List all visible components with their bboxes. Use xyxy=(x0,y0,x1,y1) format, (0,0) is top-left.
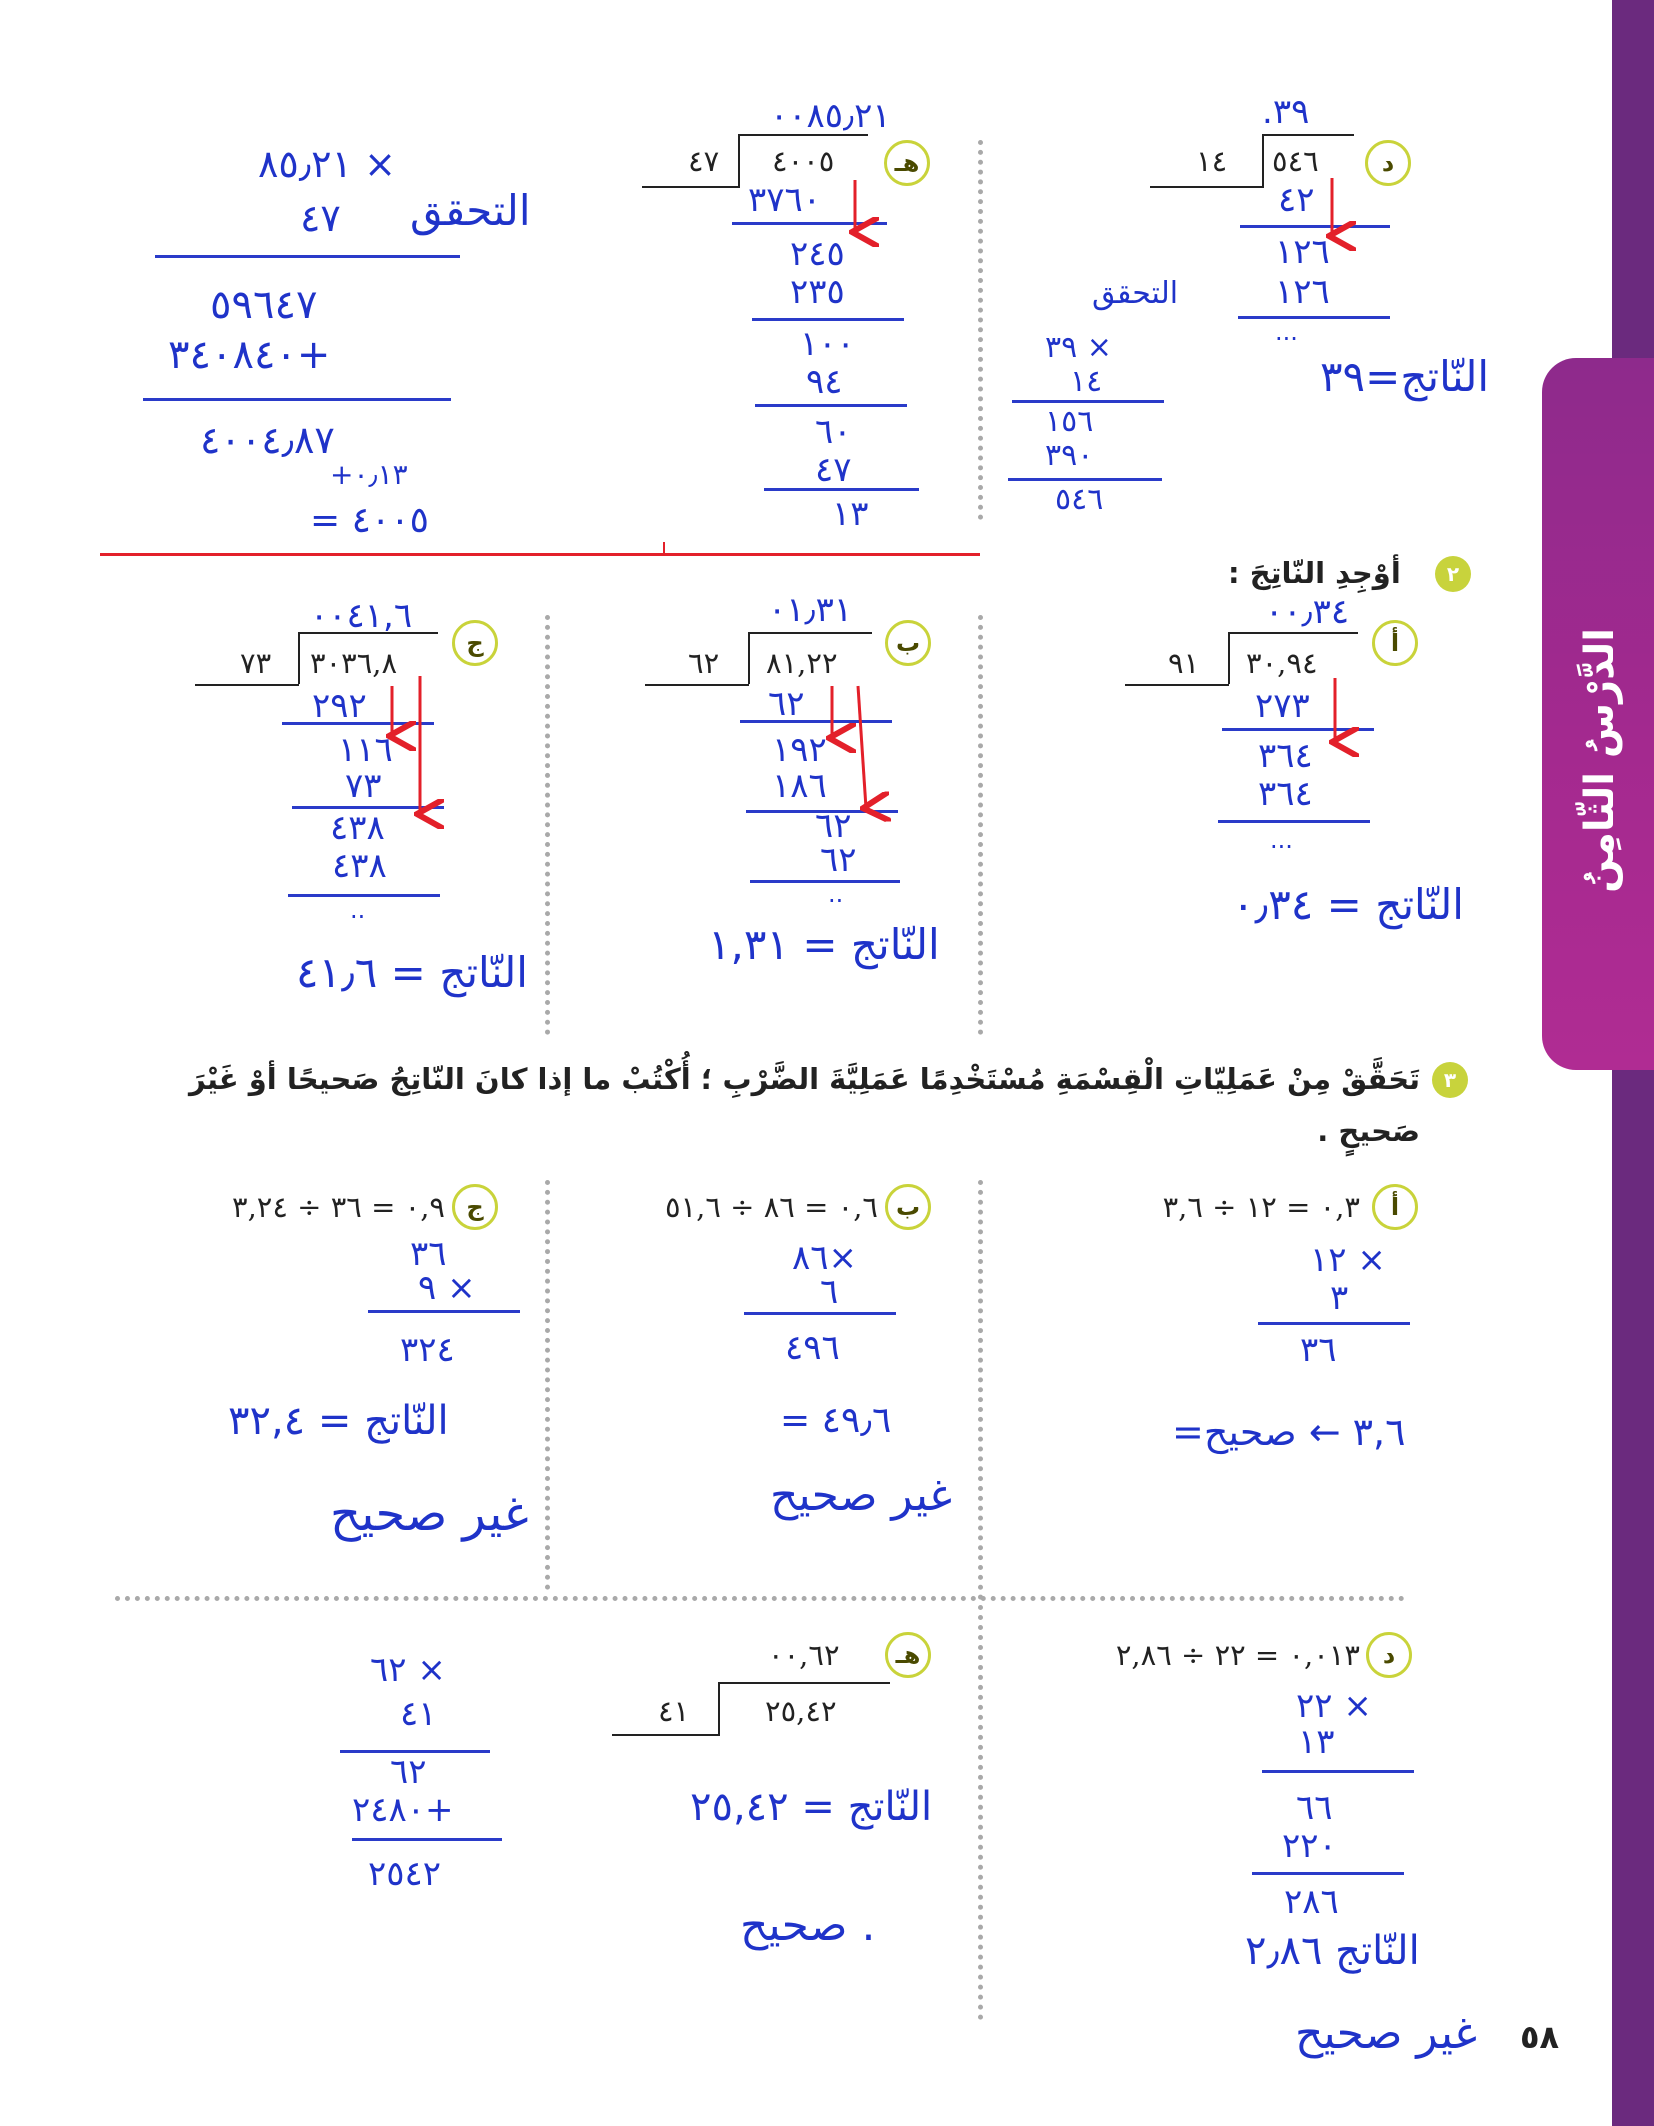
hw-step: ٢٢ × xyxy=(1296,1686,1372,1726)
hw-step: ٣٦ xyxy=(410,1234,447,1274)
hw-quotient: ٠٠٫٣٤ xyxy=(1265,592,1350,632)
hw-step: ١٩٢ xyxy=(772,730,827,770)
hw-check: ٤١ xyxy=(400,1694,437,1734)
part-badge-b: ب xyxy=(885,1184,931,1230)
hw-step: .. xyxy=(350,896,366,924)
part-badge-d: د xyxy=(1366,1632,1412,1678)
hw-step: ٦٠ xyxy=(815,412,852,452)
part-badge-h: هـ xyxy=(884,140,930,186)
divisor: ٧٣ xyxy=(240,646,272,680)
hw-check: ٣٤٠٨٤٠+ xyxy=(168,332,331,378)
hw-step: ١٣ xyxy=(1298,1722,1335,1762)
hw-result: النّاتج=٣٩ xyxy=(1320,352,1490,401)
hw-step: ١١٦ xyxy=(338,730,393,770)
hw-check: ٣٩٠ xyxy=(1045,438,1094,473)
equation: ٠,٩ = ٣٦ ÷ ٣,٢٤ xyxy=(232,1190,445,1224)
quotient: ٠٠,٦٢ xyxy=(768,1638,840,1672)
hw-result: النّاتج = ٣٢,٤ xyxy=(228,1398,449,1444)
hw-step: ٣٦٤ xyxy=(1258,736,1313,776)
hw-step: ٤٣٨ xyxy=(330,808,385,848)
page-number: ٥٨ xyxy=(1520,2018,1560,2056)
hw-result: =٣,٦ ← صحيح xyxy=(1172,1410,1406,1454)
question-number-badge: ٣ xyxy=(1432,1062,1468,1098)
hw-step: ٧٣ xyxy=(345,766,382,806)
hw-step: ٣٢٤ xyxy=(400,1330,455,1370)
divisor: ٤١ xyxy=(658,1694,690,1728)
hw-check: ١٤ xyxy=(1070,364,1103,399)
hw-check: ٤٧ xyxy=(300,196,341,240)
hw-result: النّاتج = ٠٫٣٤ xyxy=(1232,880,1464,929)
dividend: ٨١,٢٢ xyxy=(766,646,838,680)
hw-step: ٤٣٨ xyxy=(332,846,387,886)
hw-check: ٥٩٦٤٧ xyxy=(210,282,318,328)
hw-result: النّاتج = ٤١٫٦ xyxy=(296,948,528,997)
hw-result: النّاتج = ١,٣١ xyxy=(708,920,940,969)
hw-step: ٨٦× xyxy=(792,1238,858,1278)
hw-step: ... xyxy=(1270,826,1293,854)
hw-result: = ٤٩٫٦ xyxy=(780,1400,892,1441)
hw-step: ٢٩٢ xyxy=(312,686,367,726)
hw-step: ١٨٦ xyxy=(772,766,827,806)
equation: ٠,٠١٣ = ٢٢ ÷ ٢,٨٦ xyxy=(1115,1638,1360,1672)
hw-step: ٩ × xyxy=(418,1268,476,1308)
hw-check: ١٥٦ xyxy=(1045,404,1094,439)
hw-step: ... xyxy=(1275,318,1298,346)
hw-check-title: التحقق xyxy=(1092,276,1179,311)
hw-step: ٣ xyxy=(1330,1278,1349,1318)
hw-step: .. xyxy=(828,880,844,908)
hw-step: ٦٢ xyxy=(815,806,852,846)
hw-quotient: ٠١٫٣١ xyxy=(768,590,853,630)
divisor: ٤٧ xyxy=(688,144,720,178)
hw-verdict: غير صحيح xyxy=(1295,2008,1477,2059)
dividend: ٢٥,٤٢ xyxy=(765,1694,837,1728)
part-badge-b: ب xyxy=(885,620,931,666)
hw-quotient: .٣٩ xyxy=(1262,92,1310,132)
hw-step: ٢٧٣ xyxy=(1255,686,1310,726)
hw-step: ٦٦ xyxy=(1296,1788,1333,1828)
hw-step: ٢٤٥ xyxy=(790,234,845,274)
hw-verdict: غير صحيح xyxy=(330,1486,529,1542)
part-badge-a: أ xyxy=(1372,620,1418,666)
hw-check: ٢٥٤٢ xyxy=(368,1854,442,1894)
hw-step: ٢٨٦ xyxy=(1284,1882,1339,1922)
hw-verdict: غير صحيح xyxy=(770,1470,952,1521)
hw-check: ٦٢ xyxy=(390,1752,427,1792)
dividend: ٣٠,٩٤ xyxy=(1246,646,1318,680)
hw-result: النّاتج = ٢٥,٤٢ xyxy=(690,1784,933,1830)
hw-step: ٦ xyxy=(820,1272,839,1312)
hw-check: +٠٫١٣ xyxy=(330,458,408,491)
hw-check-title: التحقق xyxy=(410,186,531,235)
hw-step: ٣٧٦٠ xyxy=(748,180,822,220)
hw-quotient: ٠٠٤١,٦ xyxy=(310,596,413,636)
question-heading: أوْجِدِ النّاتِجَ : xyxy=(1228,556,1401,590)
hw-step: ١٢٦ xyxy=(1275,232,1330,272)
hw-check: ٣٩ × xyxy=(1045,330,1112,365)
question-heading-cont: صَحيحٍ . xyxy=(1317,1114,1420,1148)
hw-step: ١٣ xyxy=(832,494,869,534)
part-badge-c: ج xyxy=(452,620,498,666)
divisor: ٦٢ xyxy=(688,646,720,680)
hw-check: ٤٠٠٤٫٨٧ xyxy=(200,418,335,462)
dividend: ٥٤٦ xyxy=(1272,144,1319,178)
part-badge-d: د xyxy=(1365,140,1411,186)
hw-verdict: صحيح . xyxy=(740,1900,876,1951)
lesson-title: الدَّرْسُ الثّامِنُ xyxy=(1577,627,1623,893)
hw-check: ٥٤٦ xyxy=(1055,482,1104,517)
hw-step: ٤٧ xyxy=(815,450,852,490)
hw-step: ٩٤ xyxy=(806,362,843,402)
hw-check: = ٤٠٠٥ xyxy=(310,500,429,541)
hw-check: ٢٤٨٠+ xyxy=(352,1790,454,1830)
hw-step: ١٠٠ xyxy=(800,324,855,364)
part-badge-c: ج xyxy=(452,1184,498,1230)
hw-quotient: ٠٠٨٥٫٢١ xyxy=(770,96,891,136)
hw-step: ٤٩٦ xyxy=(785,1328,840,1368)
hw-step: ٦٢ xyxy=(768,684,805,724)
divisor: ٩١ xyxy=(1168,646,1200,680)
question-heading: تَحَقَّقْ مِنْ عَمَلِيّاتِ الْقِسْمَةِ مُسْتَخْدِمًا عَمَلِيَّةَ الضَّرْبِ ؛ أُكْتُبْ ما إذا كانَ النّاتِجُ صَحيحًا أوْ غَيْرَ xyxy=(189,1062,1420,1096)
question-number-badge: ٢ xyxy=(1435,556,1471,592)
part-badge-h: هـ xyxy=(885,1632,931,1678)
hw-step: ٢٢٠ xyxy=(1282,1826,1337,1866)
dividend: ٤٠٠٥ xyxy=(772,144,835,178)
hw-step: ٣٦ xyxy=(1300,1330,1337,1370)
equation: ٠,٣ = ١٢ ÷ ٣,٦ xyxy=(1162,1190,1360,1224)
arrow xyxy=(858,686,866,808)
hw-step: ٤٢ xyxy=(1278,180,1315,220)
dividend: ٣٠٣٦,٨ xyxy=(310,646,398,680)
hw-result: النّاتج ٢٫٨٦ xyxy=(1245,1928,1420,1974)
equation: ٠,٦ = ٨٦ ÷ ٥١,٦ xyxy=(665,1190,878,1224)
hw-check: ٨٥٫٢١ × xyxy=(258,142,396,186)
divisor: ١٤ xyxy=(1196,144,1228,178)
hw-step: ١٢٦ xyxy=(1275,272,1330,312)
hw-step: ٣٦٤ xyxy=(1258,774,1313,814)
hw-step: ٦٢ xyxy=(820,840,857,880)
part-badge-a: أ xyxy=(1372,1184,1418,1230)
hw-step: ١٢ × xyxy=(1310,1240,1386,1280)
hw-check: ٦٢ × xyxy=(370,1650,446,1690)
hw-step: ٢٣٥ xyxy=(790,272,845,312)
